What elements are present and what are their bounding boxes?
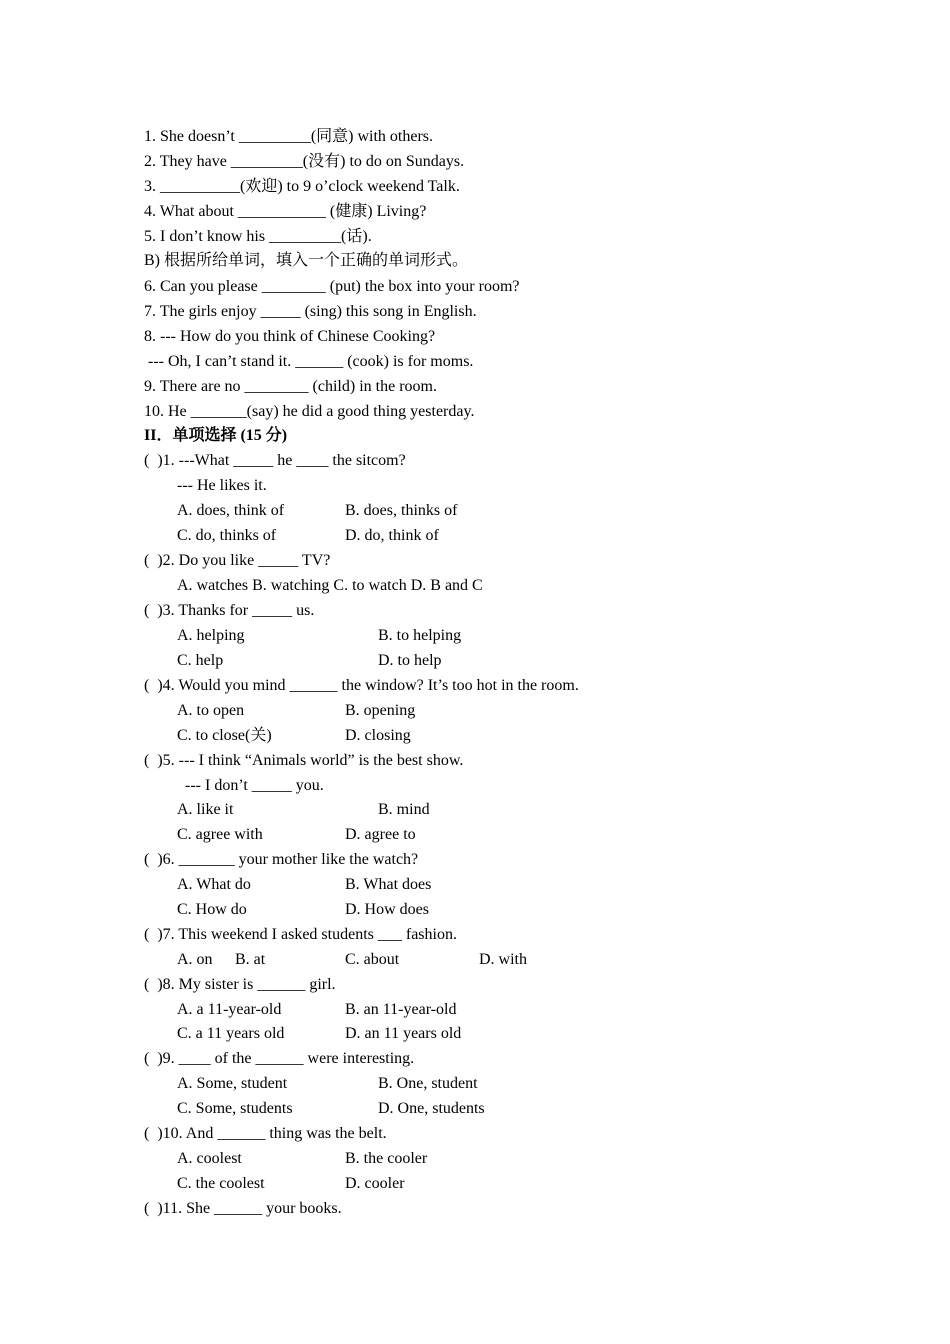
question-4-option-d: D. closing [345,727,411,744]
section-ii-heading: II．单项选择 (15 分) [144,427,288,444]
question-1-stem: ( )1. ---What _____ he ____ the sitcom? [144,452,406,469]
question-3-stem: ( )3. Thanks for _____ us. [144,602,315,619]
question-1-option-a: A. does, think of [177,502,285,519]
question-3-option-b: B. to helping [378,627,462,644]
fill-item-1: 1. She doesn’t _________(同意) with others. [144,128,434,145]
question-10-option-a: A. coolest [177,1150,242,1167]
fill-item-4: 4. What about ___________ (健康) Living? [144,203,427,220]
question-6-option-d: D. How does [345,901,429,918]
fill-item-5: 5. I don’t know his _________(话). [144,228,372,245]
fill-item-7: 7. The girls enjoy _____ (sing) this song in English. [144,303,477,320]
question-3-option-c: C. help [177,652,224,669]
section-b-heading: B) 根据所给单词，填入一个正确的单词形式。 [144,252,469,269]
question-4-option-c: C. to close(关) [177,727,272,744]
question-5-option-c: C. agree with [177,826,263,843]
question-5-option-a: A. like it [177,801,234,818]
question-7-option-a: A. on [177,951,213,968]
question-7-option-b: B. at [235,951,266,968]
fill-item-2: 2. They have _________(没有) to do on Sundays. [144,153,465,170]
fill-item-3: 3. __________(欢迎) to 9 o’clock weekend Talk. [144,178,460,195]
fill-item-6: 6. Can you please ________ (put) the box into your room? [144,278,520,295]
question-4-option-b: B. opening [345,702,416,719]
question-10-option-c: C. the coolest [177,1175,265,1192]
question-9-option-d: D. One, students [378,1100,485,1117]
question-8-option-d: D. an 11 years old [345,1025,462,1042]
question-8-option-a: A. a 11-year-old [177,1001,282,1018]
question-3-option-a: A. helping [177,627,245,644]
question-1-option-b: B. does, thinks of [345,502,458,519]
question-2-options: A. watches B. watching C. to watch D. B and C [177,577,483,594]
question-5-stem: ( )5. --- I think “Animals world” is the best show. [144,752,464,769]
fill-item-10: 10. He _______(say) he did a good thing yesterday. [144,403,475,420]
question-3-option-d: D. to help [378,652,442,669]
question-6-option-a: A. What do [177,876,251,893]
question-7-option-d: D. with [479,951,527,968]
fill-item-8: 8. --- How do you think of Chinese Cooking? [144,328,436,345]
question-5-option-d: D. agree to [345,826,416,843]
question-7-stem: ( )7. This weekend I asked students ___ fashion. [144,926,457,943]
question-5-reply: --- I don’t _____ you. [185,777,324,794]
question-10-option-b: B. the cooler [345,1150,428,1167]
question-5-option-b: B. mind [378,801,430,818]
question-9-option-b: B. One, student [378,1075,478,1092]
question-9-stem: ( )9. ____ of the ______ were interesting. [144,1050,415,1067]
question-4-option-a: A. to open [177,702,245,719]
question-2-stem: ( )2. Do you like _____ TV? [144,552,331,569]
question-8-stem: ( )8. My sister is ______ girl. [144,976,336,993]
fill-item-9: 9. There are no ________ (child) in the room. [144,378,437,395]
question-7-option-c: C. about [345,951,400,968]
question-6-option-b: B. What does [345,876,432,893]
question-4-stem: ( )4. Would you mind ______ the window? It’s too hot in the room. [144,677,579,694]
question-8-option-b: B. an 11-year-old [345,1001,457,1018]
question-11-stem: ( )11. She ______ your books. [144,1200,342,1217]
question-1-option-c: C. do, thinks of [177,527,277,544]
question-1-reply: --- He likes it. [177,477,267,494]
question-10-stem: ( )10. And ______ thing was the belt. [144,1125,387,1142]
question-9-option-a: A. Some, student [177,1075,288,1092]
question-8-option-c: C. a 11 years old [177,1025,285,1042]
fill-item-8-reply: --- Oh, I can’t stand it. ______ (cook) is for moms. [144,353,474,370]
question-1-option-d: D. do, think of [345,527,439,544]
question-6-stem: ( )6. _______ your mother like the watch? [144,851,419,868]
question-6-option-c: C. How do [177,901,247,918]
question-10-option-d: D. cooler [345,1175,405,1192]
question-9-option-c: C. Some, students [177,1100,293,1117]
